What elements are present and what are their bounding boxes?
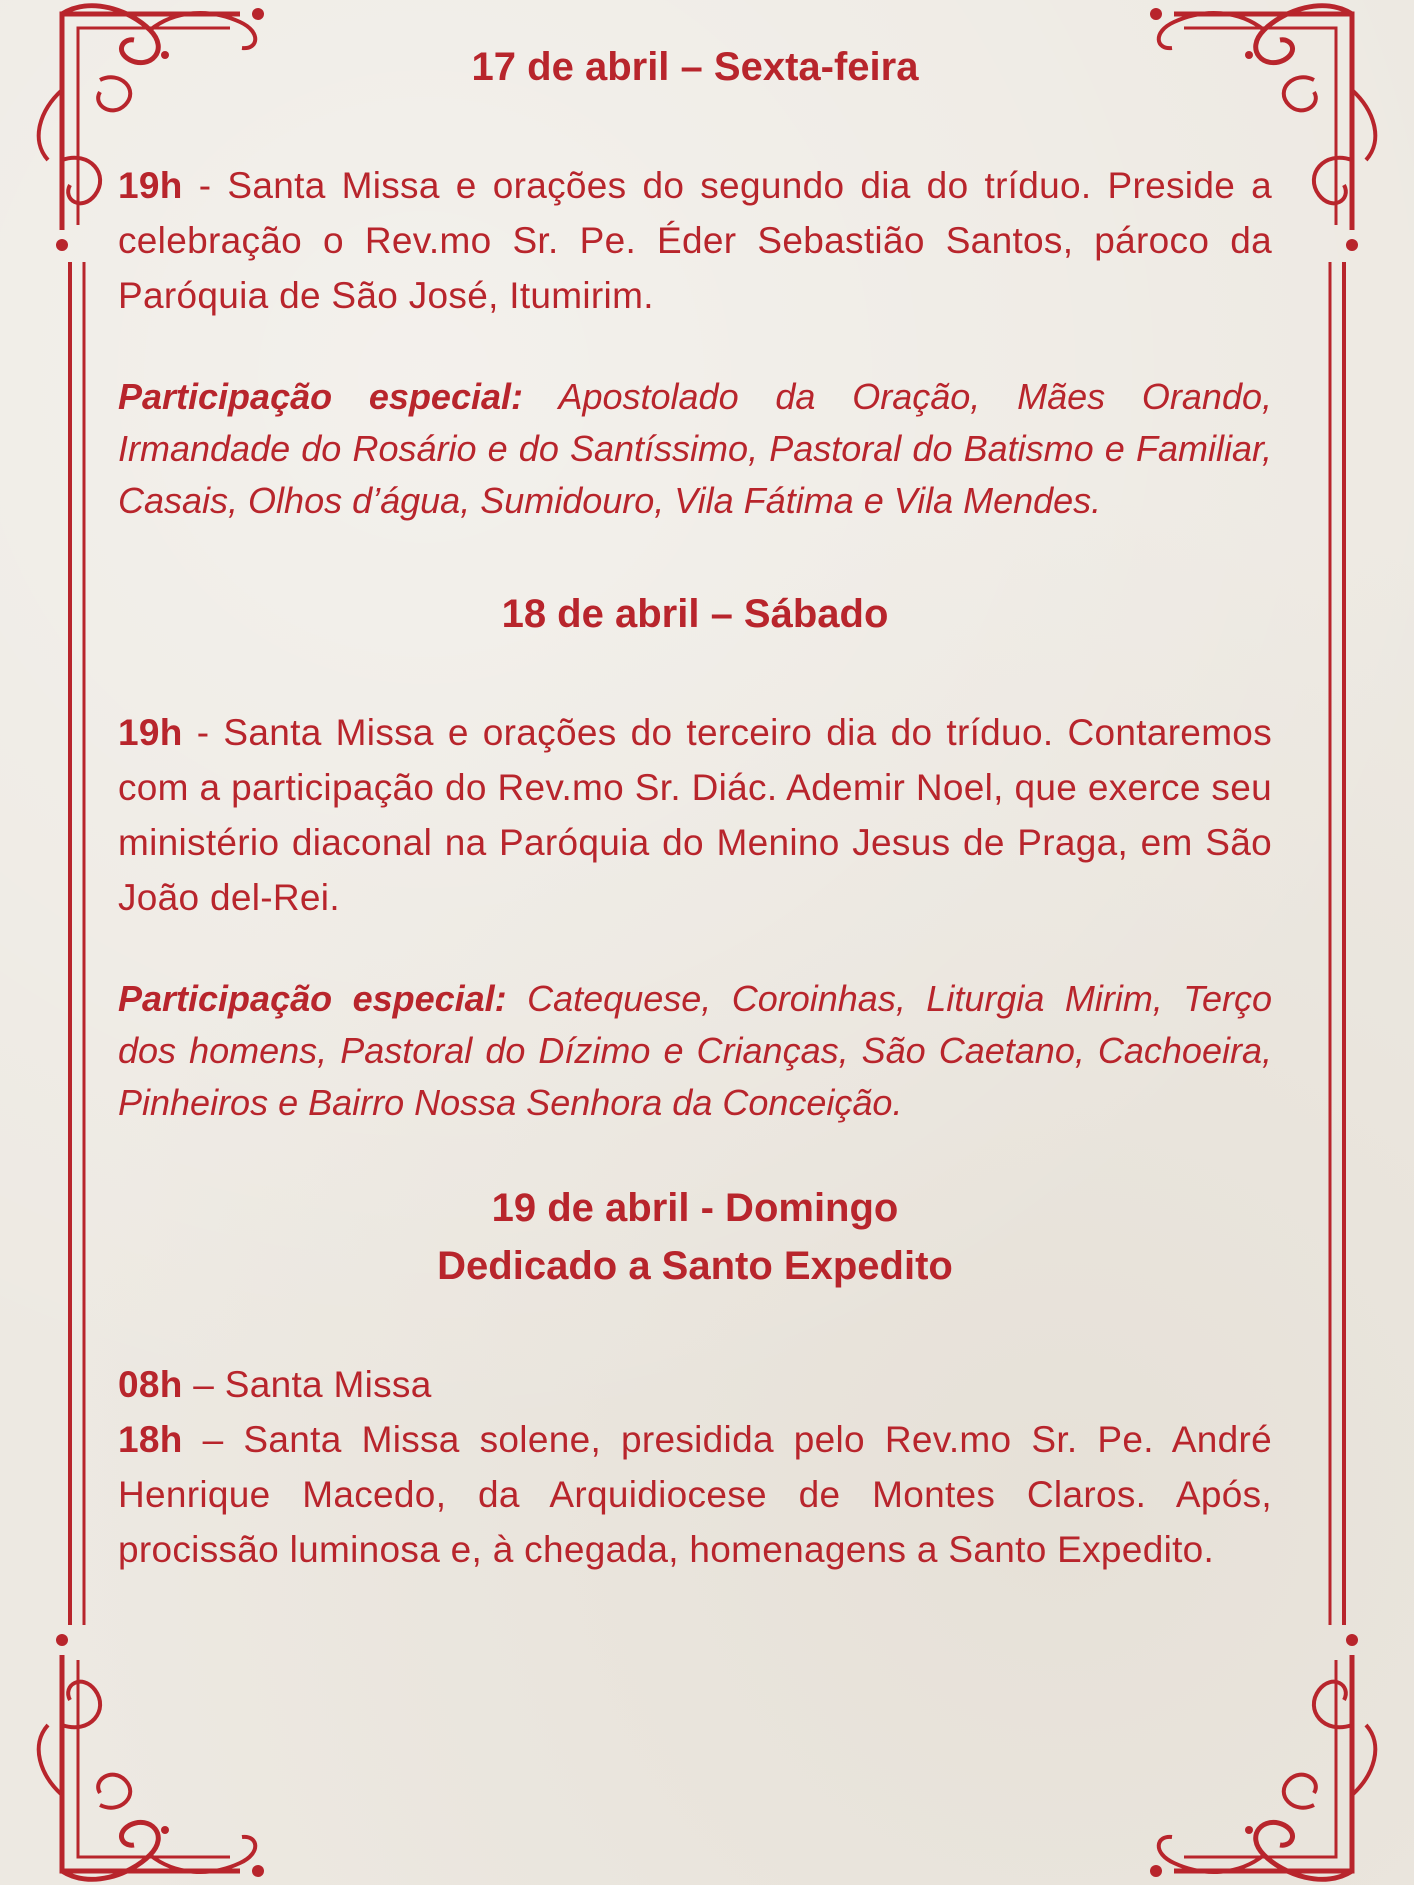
day-heading-sunday: 19 de abril - Domingo <box>491 1186 899 1230</box>
participation-text: Catequese, Coroinhas, Liturgia Mirim, Terço dos homens, Pastoral do Dízimo e Crianças, São Caetano, Cachoeira, Pinheiros e Bairro Nossa Senhora da Conceição. <box>118 978 1272 1123</box>
sunday-dedication: Dedicado a Santo Expedito <box>437 1244 953 1288</box>
corner-ornament-bottom-left <box>39 1634 264 1879</box>
corner-ornament-bottom-right <box>1150 1634 1375 1879</box>
schedule-content <box>118 0 1272 1577</box>
special-participation-saturday <box>118 973 1272 1129</box>
event-text: - Santa Missa e orações do segundo dia do tríduo. Preside a celebração o Rev.mo Sr. Pe. Éder Sebastião Santos, pároco da Paróquia de São José, Itumirim. <box>118 165 1272 316</box>
day-heading-friday: 17 de abril – Sexta-feira <box>471 45 919 89</box>
participation-label: Participação especial: <box>118 376 523 417</box>
participation-text: Apostolado da Oração, Mães Orando, Irmandade do Rosário e do Santíssimo, Pastoral do Batismo e Familiar, Casais, Olhos d’água, Sumidouro, Vila Fátima e Vila Mendes. <box>118 376 1272 521</box>
participation-label: Participação especial: <box>118 978 507 1019</box>
event-morning-mass <box>118 1357 1272 1412</box>
event-description-saturday <box>118 705 1272 925</box>
event-time: 08h <box>118 1364 183 1405</box>
event-description-friday <box>118 158 1272 323</box>
event-solemn-mass <box>118 1412 1272 1577</box>
event-text: - Santa Missa e orações do terceiro dia do tríduo. Contaremos com a participação do Rev.mo Sr. Diác. Ademir Noel, que exerce seu ministério diaconal na Paróquia do Menino Jesus de Praga, em São João del-Rei. <box>118 712 1272 918</box>
event-text: – Santa Missa <box>182 1364 432 1405</box>
event-text: – Santa Missa solene, presidida pelo Rev.mo Sr. Pe. André Henrique Macedo, da Arquidiocese de Montes Claros. Após, procissão luminosa e, à chegada, homenagens a Santo Expedito. <box>118 1419 1272 1570</box>
event-time: 19h <box>118 712 183 753</box>
special-participation-friday <box>118 371 1272 527</box>
event-time: 19h <box>118 165 183 206</box>
day-heading-saturday: 18 de abril – Sábado <box>501 592 889 636</box>
event-time: 18h <box>118 1419 183 1460</box>
